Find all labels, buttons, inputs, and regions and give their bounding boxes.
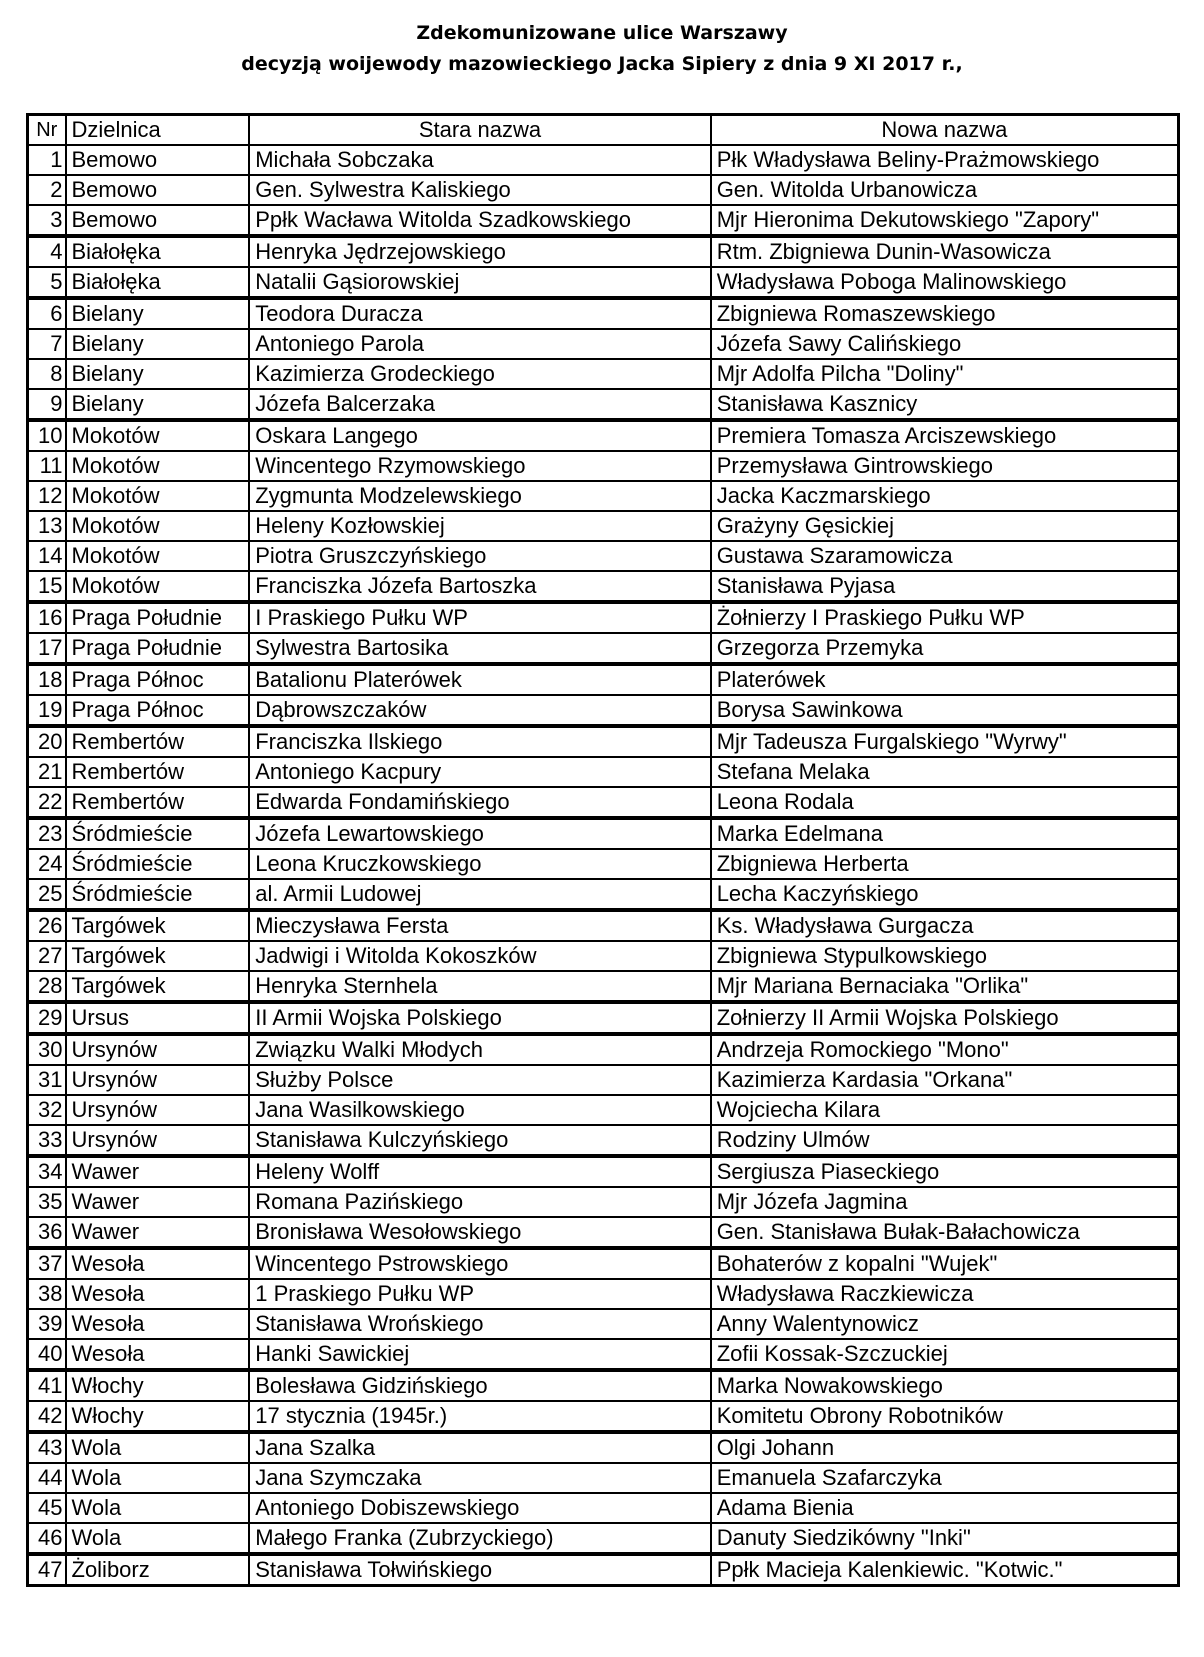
cell-nowa-nazwa: Jacka Kaczmarskiego <box>711 481 1179 511</box>
title-line-1: Zdekomunizowane ulice Warszawy <box>416 22 788 44</box>
cell-stara-nazwa: Ppłk Wacława Witolda Szadkowskiego <box>249 205 710 236</box>
cell-stara-nazwa: Sylwestra Bartosika <box>249 633 710 664</box>
table-row <box>28 879 1179 910</box>
cell-nr: 46 <box>28 1523 66 1554</box>
table-row <box>28 1217 1179 1248</box>
cell-stara-nazwa: Zygmunta Modzelewskiego <box>249 481 710 511</box>
cell-nr: 5 <box>28 267 66 298</box>
cell-dzielnica: Mokotów <box>66 451 250 481</box>
cell-nowa-nazwa: Mjr Tadeusza Furgalskiego "Wyrwy" <box>711 726 1179 757</box>
table-row <box>28 451 1179 481</box>
table-row <box>28 1156 1179 1187</box>
cell-dzielnica: Wesoła <box>66 1248 250 1279</box>
table-row <box>28 849 1179 879</box>
cell-nowa-nazwa: Leona Rodala <box>711 787 1179 818</box>
cell-nr: 13 <box>28 511 66 541</box>
table-row <box>28 511 1179 541</box>
cell-dzielnica: Mokotów <box>66 420 250 451</box>
cell-dzielnica: Wola <box>66 1493 250 1523</box>
cell-nowa-nazwa: Zbigniewa Stypulkowskiego <box>711 941 1179 971</box>
cell-stara-nazwa: Gen. Sylwestra Kaliskiego <box>249 175 710 205</box>
cell-dzielnica: Wawer <box>66 1187 250 1217</box>
table-row <box>28 726 1179 757</box>
cell-nr: 27 <box>28 941 66 971</box>
cell-dzielnica: Śródmieście <box>66 849 250 879</box>
cell-nowa-nazwa: Wojciecha Kilara <box>711 1095 1179 1125</box>
cell-dzielnica: Targówek <box>66 941 250 971</box>
cell-stara-nazwa: Bolesława Gidzińskiego <box>249 1370 710 1401</box>
table-row <box>28 1125 1179 1156</box>
table-row <box>28 1248 1179 1279</box>
cell-nr: 1 <box>28 145 66 175</box>
cell-nr: 2 <box>28 175 66 205</box>
cell-nr: 16 <box>28 602 66 633</box>
table-row <box>28 1432 1179 1463</box>
cell-nr: 29 <box>28 1002 66 1034</box>
cell-nowa-nazwa: Anny Walentynowicz <box>711 1309 1179 1339</box>
cell-stara-nazwa: Stanisława Kulczyńskiego <box>249 1125 710 1156</box>
cell-nowa-nazwa: Zołnierzy II Armii Wojska Polskiego <box>711 1002 1179 1034</box>
cell-stara-nazwa: Jadwigi i Witolda Kokoszków <box>249 941 710 971</box>
cell-nr: 28 <box>28 971 66 1002</box>
cell-nr: 45 <box>28 1493 66 1523</box>
table-row <box>28 205 1179 236</box>
cell-nr: 24 <box>28 849 66 879</box>
cell-dzielnica: Wola <box>66 1432 250 1463</box>
table-row <box>28 1493 1179 1523</box>
cell-nowa-nazwa: Żołnierzy I Praskiego Pułku WP <box>711 602 1179 633</box>
cell-stara-nazwa: Małego Franka (Zubrzyckiego) <box>249 1523 710 1554</box>
cell-nowa-nazwa: Premiera Tomasza Arciszewskiego <box>711 420 1179 451</box>
cell-nr: 18 <box>28 664 66 695</box>
cell-nowa-nazwa: Mjr Józefa Jagmina <box>711 1187 1179 1217</box>
cell-nowa-nazwa: Płk Władysława Beliny-Prażmowskiego <box>711 145 1179 175</box>
cell-nowa-nazwa: Władysława Raczkiewicza <box>711 1279 1179 1309</box>
cell-nr: 25 <box>28 879 66 910</box>
cell-stara-nazwa: Batalionu Platerówek <box>249 664 710 695</box>
cell-nowa-nazwa: Lecha Kaczyńskiego <box>711 879 1179 910</box>
cell-nowa-nazwa: Sergiusza Piaseckiego <box>711 1156 1179 1187</box>
cell-dzielnica: Wesoła <box>66 1339 250 1370</box>
cell-dzielnica: Śródmieście <box>66 818 250 849</box>
cell-dzielnica: Ursynów <box>66 1065 250 1095</box>
cell-nr: 14 <box>28 541 66 571</box>
cell-stara-nazwa: Mieczysława Fersta <box>249 910 710 941</box>
cell-dzielnica: Wesoła <box>66 1279 250 1309</box>
cell-stara-nazwa: Franciszka Ilskiego <box>249 726 710 757</box>
table-row <box>28 1463 1179 1493</box>
cell-nowa-nazwa: Bohaterów z kopalni "Wujek" <box>711 1248 1179 1279</box>
table-row <box>28 1279 1179 1309</box>
cell-nowa-nazwa: Grażyny Gęsickiej <box>711 511 1179 541</box>
cell-nr: 7 <box>28 329 66 359</box>
cell-stara-nazwa: Oskara Langego <box>249 420 710 451</box>
header-nowa-nazwa: Nowa nazwa <box>711 115 1179 146</box>
cell-nr: 44 <box>28 1463 66 1493</box>
cell-nr: 33 <box>28 1125 66 1156</box>
cell-nowa-nazwa: Gen. Stanisława Bułak-Bałachowicza <box>711 1217 1179 1248</box>
cell-nowa-nazwa: Adama Bienia <box>711 1493 1179 1523</box>
table-row <box>28 818 1179 849</box>
cell-nr: 9 <box>28 389 66 420</box>
cell-nr: 21 <box>28 757 66 787</box>
cell-nowa-nazwa: Józefa Sawy Calińskiego <box>711 329 1179 359</box>
cell-nr: 20 <box>28 726 66 757</box>
cell-stara-nazwa: Stanisława Tołwińskiego <box>249 1554 710 1586</box>
cell-stara-nazwa: Jana Wasilkowskiego <box>249 1095 710 1125</box>
cell-dzielnica: Bielany <box>66 389 250 420</box>
cell-stara-nazwa: Edwarda Fondamińskiego <box>249 787 710 818</box>
cell-dzielnica: Bemowo <box>66 175 250 205</box>
cell-stara-nazwa: Leona Kruczkowskiego <box>249 849 710 879</box>
cell-nr: 43 <box>28 1432 66 1463</box>
cell-dzielnica: Rembertów <box>66 757 250 787</box>
table-row <box>28 664 1179 695</box>
cell-stara-nazwa: Henryka Sternhela <box>249 971 710 1002</box>
cell-stara-nazwa: Józefa Balcerzaka <box>249 389 710 420</box>
cell-nowa-nazwa: Mjr Adolfa Pilcha "Doliny" <box>711 359 1179 389</box>
table-row <box>28 267 1179 298</box>
cell-dzielnica: Wola <box>66 1463 250 1493</box>
cell-nr: 35 <box>28 1187 66 1217</box>
cell-dzielnica: Białołęka <box>66 267 250 298</box>
cell-nr: 34 <box>28 1156 66 1187</box>
cell-nowa-nazwa: Zbigniewa Romaszewskiego <box>711 298 1179 329</box>
cell-nowa-nazwa: Władysława Poboga Malinowskiego <box>711 267 1179 298</box>
cell-dzielnica: Bielany <box>66 329 250 359</box>
cell-nr: 4 <box>28 236 66 267</box>
cell-dzielnica: Targówek <box>66 971 250 1002</box>
cell-nowa-nazwa: Kazimierza Kardasia "Orkana" <box>711 1065 1179 1095</box>
table-row <box>28 1095 1179 1125</box>
table-row <box>28 389 1179 420</box>
cell-nowa-nazwa: Gen. Witolda Urbanowicza <box>711 175 1179 205</box>
cell-stara-nazwa: I Praskiego Pułku WP <box>249 602 710 633</box>
cell-dzielnica: Rembertów <box>66 787 250 818</box>
cell-dzielnica: Białołęka <box>66 236 250 267</box>
cell-dzielnica: Ursus <box>66 1002 250 1034</box>
cell-dzielnica: Bemowo <box>66 205 250 236</box>
cell-stara-nazwa: Związku Walki Młodych <box>249 1034 710 1065</box>
table-row <box>28 602 1179 633</box>
cell-nr: 11 <box>28 451 66 481</box>
cell-nowa-nazwa: Mjr Hieronima Dekutowskiego "Zapory" <box>711 205 1179 236</box>
cell-stara-nazwa: II Armii Wojska Polskiego <box>249 1002 710 1034</box>
cell-nr: 36 <box>28 1217 66 1248</box>
cell-stara-nazwa: Antoniego Kacpury <box>249 757 710 787</box>
cell-nowa-nazwa: Ks. Władysława Gurgacza <box>711 910 1179 941</box>
table-row <box>28 941 1179 971</box>
header-stara-nazwa: Stara nazwa <box>249 115 710 146</box>
cell-dzielnica: Śródmieście <box>66 879 250 910</box>
cell-stara-nazwa: al. Armii Ludowej <box>249 879 710 910</box>
cell-stara-nazwa: Antoniego Parola <box>249 329 710 359</box>
table-row <box>28 971 1179 1002</box>
cell-stara-nazwa: Franciszka Józefa Bartoszka <box>249 571 710 602</box>
cell-nr: 3 <box>28 205 66 236</box>
cell-stara-nazwa: Józefa Lewartowskiego <box>249 818 710 849</box>
cell-dzielnica: Rembertów <box>66 726 250 757</box>
cell-dzielnica: Mokotów <box>66 571 250 602</box>
cell-dzielnica: Wola <box>66 1523 250 1554</box>
cell-nowa-nazwa: Andrzeja Romockiego "Mono" <box>711 1034 1179 1065</box>
cell-dzielnica: Mokotów <box>66 511 250 541</box>
cell-nr: 22 <box>28 787 66 818</box>
header-nr: Nr <box>28 115 66 146</box>
cell-dzielnica: Wawer <box>66 1156 250 1187</box>
cell-stara-nazwa: Henryka Jędrzejowskiego <box>249 236 710 267</box>
cell-nowa-nazwa: Stanisława Kasznicy <box>711 389 1179 420</box>
cell-nowa-nazwa: Marka Nowakowskiego <box>711 1370 1179 1401</box>
cell-stara-nazwa: Wincentego Rzymowskiego <box>249 451 710 481</box>
table-header-row <box>28 115 1179 146</box>
cell-nowa-nazwa: Danuty Siedzikówny "Inki" <box>711 1523 1179 1554</box>
table-row <box>28 910 1179 941</box>
table-row <box>28 481 1179 511</box>
cell-nr: 8 <box>28 359 66 389</box>
cell-dzielnica: Wesoła <box>66 1309 250 1339</box>
cell-stara-nazwa: Wincentego Pstrowskiego <box>249 1248 710 1279</box>
cell-dzielnica: Mokotów <box>66 481 250 511</box>
cell-nr: 38 <box>28 1279 66 1309</box>
cell-dzielnica: Ursynów <box>66 1034 250 1065</box>
cell-stara-nazwa: Służby Polsce <box>249 1065 710 1095</box>
cell-dzielnica: Mokotów <box>66 541 250 571</box>
cell-nr: 40 <box>28 1339 66 1370</box>
cell-dzielnica: Ursynów <box>66 1095 250 1125</box>
table-row <box>28 787 1179 818</box>
cell-nr: 26 <box>28 910 66 941</box>
streets-table <box>26 113 1180 1587</box>
cell-stara-nazwa: Bronisława Wesołowskiego <box>249 1217 710 1248</box>
cell-nowa-nazwa: Emanuela Szafarczyka <box>711 1463 1179 1493</box>
table-row <box>28 1065 1179 1095</box>
cell-stara-nazwa: Dąbrowszczaków <box>249 695 710 726</box>
cell-dzielnica: Praga Północ <box>66 695 250 726</box>
cell-nowa-nazwa: Platerówek <box>711 664 1179 695</box>
table-row <box>28 145 1179 175</box>
cell-nowa-nazwa: Stanisława Pyjasa <box>711 571 1179 602</box>
cell-stara-nazwa: Michała Sobczaka <box>249 145 710 175</box>
cell-nowa-nazwa: Rtm. Zbigniewa Dunin-Wasowicza <box>711 236 1179 267</box>
cell-stara-nazwa: Teodora Duracza <box>249 298 710 329</box>
table-row <box>28 1309 1179 1339</box>
cell-nr: 39 <box>28 1309 66 1339</box>
table-row <box>28 633 1179 664</box>
cell-nr: 37 <box>28 1248 66 1279</box>
header-dzielnica: Dzielnica <box>66 115 250 146</box>
cell-nr: 42 <box>28 1401 66 1432</box>
cell-nowa-nazwa: Rodziny Ulmów <box>711 1125 1179 1156</box>
cell-stara-nazwa: Antoniego Dobiszewskiego <box>249 1493 710 1523</box>
cell-dzielnica: Praga Północ <box>66 664 250 695</box>
table-row <box>28 1401 1179 1432</box>
cell-stara-nazwa: Heleny Kozłowskiej <box>249 511 710 541</box>
cell-dzielnica: Targówek <box>66 910 250 941</box>
cell-stara-nazwa: Romana Pazińskiego <box>249 1187 710 1217</box>
table-row <box>28 757 1179 787</box>
cell-nr: 23 <box>28 818 66 849</box>
cell-nr: 17 <box>28 633 66 664</box>
cell-nr: 30 <box>28 1034 66 1065</box>
cell-nowa-nazwa: Przemysława Gintrowskiego <box>711 451 1179 481</box>
cell-nr: 31 <box>28 1065 66 1095</box>
cell-dzielnica: Bielany <box>66 359 250 389</box>
cell-nowa-nazwa: Grzegorza Przemyka <box>711 633 1179 664</box>
cell-nowa-nazwa: Borysa Sawinkowa <box>711 695 1179 726</box>
table-row <box>28 1339 1179 1370</box>
table-row <box>28 359 1179 389</box>
cell-dzielnica: Bielany <box>66 298 250 329</box>
cell-nowa-nazwa: Marka Edelmana <box>711 818 1179 849</box>
table-row <box>28 1370 1179 1401</box>
document-title <box>0 18 1204 80</box>
cell-dzielnica: Praga Południe <box>66 633 250 664</box>
cell-nowa-nazwa: Zbigniewa Herberta <box>711 849 1179 879</box>
cell-dzielnica: Ursynów <box>66 1125 250 1156</box>
cell-nowa-nazwa: Mjr Mariana Bernaciaka "Orlika" <box>711 971 1179 1002</box>
cell-stara-nazwa: Piotra Gruszczyńskiego <box>249 541 710 571</box>
cell-stara-nazwa: Jana Szymczaka <box>249 1463 710 1493</box>
table-row <box>28 541 1179 571</box>
table-body <box>28 145 1179 1586</box>
cell-nowa-nazwa: Stefana Melaka <box>711 757 1179 787</box>
cell-nr: 41 <box>28 1370 66 1401</box>
table-row <box>28 1554 1179 1586</box>
table-row <box>28 1034 1179 1065</box>
cell-nowa-nazwa: Olgi Johann <box>711 1432 1179 1463</box>
cell-nowa-nazwa: Komitetu Obrony Robotników <box>711 1401 1179 1432</box>
cell-dzielnica: Żoliborz <box>66 1554 250 1586</box>
table-row <box>28 571 1179 602</box>
cell-stara-nazwa: Jana Szalka <box>249 1432 710 1463</box>
cell-nr: 32 <box>28 1095 66 1125</box>
cell-stara-nazwa: Natalii Gąsiorowskiej <box>249 267 710 298</box>
table-row <box>28 1523 1179 1554</box>
cell-nr: 19 <box>28 695 66 726</box>
table-row <box>28 175 1179 205</box>
title-line-2: decyzją woijewody mazowieckiego Jacka Sipiery z dnia 9 XI 2017 r., <box>241 53 963 75</box>
cell-stara-nazwa: Hanki Sawickiej <box>249 1339 710 1370</box>
cell-stara-nazwa: 17 stycznia (1945r.) <box>249 1401 710 1432</box>
cell-stara-nazwa: 1 Praskiego Pułku WP <box>249 1279 710 1309</box>
table-row <box>28 298 1179 329</box>
cell-nr: 10 <box>28 420 66 451</box>
table-row <box>28 420 1179 451</box>
cell-stara-nazwa: Stanisława Wrońskiego <box>249 1309 710 1339</box>
cell-dzielnica: Włochy <box>66 1401 250 1432</box>
cell-nowa-nazwa: Gustawa Szaramowicza <box>711 541 1179 571</box>
cell-stara-nazwa: Heleny Wolff <box>249 1156 710 1187</box>
cell-nowa-nazwa: Ppłk Macieja Kalenkiewic. "Kotwic." <box>711 1554 1179 1586</box>
table-row <box>28 695 1179 726</box>
cell-stara-nazwa: Kazimierza Grodeckiego <box>249 359 710 389</box>
table-row <box>28 329 1179 359</box>
cell-dzielnica: Praga Południe <box>66 602 250 633</box>
table-row <box>28 1002 1179 1034</box>
cell-nowa-nazwa: Zofii Kossak-Szczuckiej <box>711 1339 1179 1370</box>
cell-nr: 12 <box>28 481 66 511</box>
table-row <box>28 236 1179 267</box>
cell-dzielnica: Włochy <box>66 1370 250 1401</box>
table-row <box>28 1187 1179 1217</box>
cell-dzielnica: Wawer <box>66 1217 250 1248</box>
cell-nr: 6 <box>28 298 66 329</box>
cell-nr: 47 <box>28 1554 66 1586</box>
cell-nr: 15 <box>28 571 66 602</box>
cell-dzielnica: Bemowo <box>66 145 250 175</box>
